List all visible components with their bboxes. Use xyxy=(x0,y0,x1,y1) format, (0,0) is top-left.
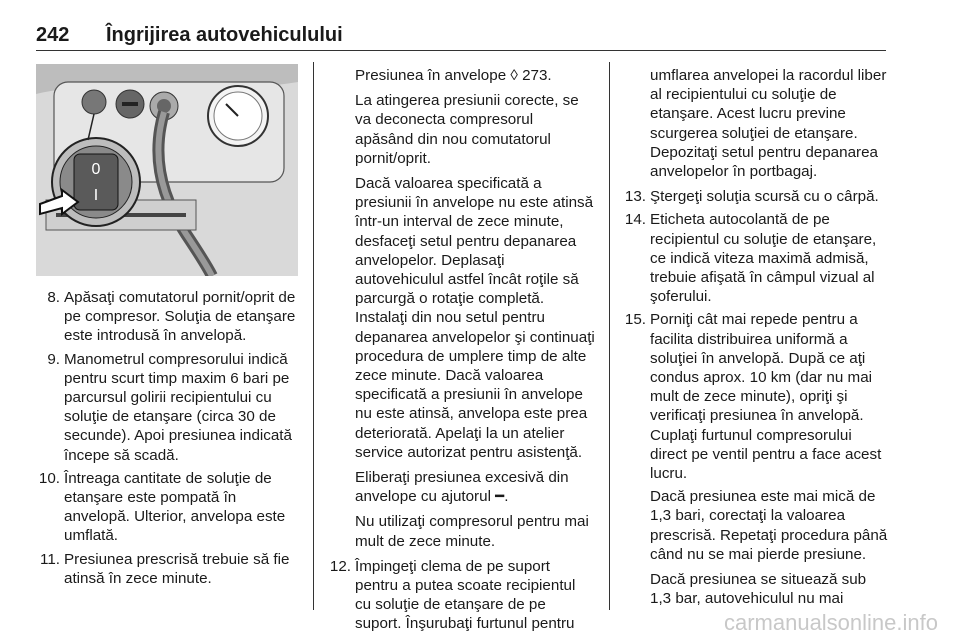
watermark: carmanualsonline.info xyxy=(723,610,938,635)
page-title: Îngrijirea autovehiculului xyxy=(106,24,343,46)
list-item xyxy=(36,288,300,346)
item-number: 12. xyxy=(329,557,351,575)
paragraph: Dacă presiunea se situează sub 1,3 bar, autovehiculul nu mai xyxy=(650,571,867,608)
list-item xyxy=(36,550,300,588)
item-text: Eticheta autocolantă de pe recipientul cu soluţie de etanşare, ce indică viteza maximă admisă, trebuie afişată în câmpul vizual al şoferului. xyxy=(650,211,877,306)
paragraph: La atingerea presiunii corecte, se va deconecta compresorul apăsând din nou comutatorul pornit/oprit. xyxy=(355,92,579,167)
item-text: Apăsaţi comutatorul pornit/oprit de pe compresor. Soluţia de etanşare este introdusă în anvelopă. xyxy=(64,289,296,345)
item-number: 15. xyxy=(624,311,646,329)
column-3 xyxy=(622,66,890,614)
paragraph: Dacă presiunea este mai mică de 1,3 bari, corectaţi la valoarea prescrisă. Repetaţi procedura până când nu se mai pierde presiune. xyxy=(650,488,888,563)
item-text: Ştergeţi soluţia scursă cu o cârpă. xyxy=(650,188,879,206)
item-number: 11. xyxy=(40,550,60,568)
paragraph: Dacă valoarea specificată a presiunii în anvelope nu este atinsă într-un interval de zece minute, desfaceţi setul pentru depanarea anvelopelor. Deplasaţi autovehiculul astfel încât roţile să parcurgă o rotaţie completă. Instalaţi din nou setul pentru depanarea anvelopelor şi continuaţi procedura de umplere timp de alte zece minute. Dacă valoarea specificată a presiunii în anvelope nu este atinsă, anvelopa este prea deteriorată. Apelaţi la un atelier service autorizat pentru asistenţă. xyxy=(355,175,595,461)
list-item xyxy=(327,557,595,634)
continued-text: umflarea anvelopei la racordul liber al recipientului cu soluţie de etanşare. Acest lucru previne scurgerea soluţiei de etanşare. Depozitaţi setul pentru depanarea anvelopelor în portbagaj. xyxy=(650,67,887,181)
list-item xyxy=(36,350,300,465)
header-rule xyxy=(36,50,886,51)
item-text: Manometrul compresorului indică pentru scurt timp maxim 6 bari pe parcursul golirii recipientului cu soluţie de etanşare (circa 30 de secunde). Apoi presiunea indicată începe să scadă. xyxy=(64,350,292,464)
item-number: 14. xyxy=(624,211,646,229)
list-item xyxy=(622,187,890,206)
switch-top-symbol: 0 xyxy=(91,161,101,178)
item-text: Întreaga cantitate de soluţie de etanşare este pompată în anvelopă. Ulterior, anvelopa este umflată. xyxy=(64,469,286,545)
list-item xyxy=(622,310,890,483)
item-number: 8. xyxy=(47,289,60,306)
compressor-illustration xyxy=(36,64,298,276)
item-number: 9. xyxy=(47,350,60,368)
item-text: Împingeţi clema de pe suport pentru a putea scoate recipientul cu soluţie de etanşare de pe suport. Înşurubaţi furtunul pentru xyxy=(355,557,576,633)
item-text: Presiunea prescrisă trebuie să fie atinsă în zece minute. xyxy=(64,550,290,587)
column-divider-1 xyxy=(313,62,314,610)
list-item xyxy=(36,469,300,546)
column-2 xyxy=(327,66,595,638)
item-number: 13. xyxy=(624,188,646,206)
column-divider-2 xyxy=(609,62,610,610)
page-header xyxy=(36,8,886,48)
page-number: 242 xyxy=(36,24,70,46)
item-number: 10. xyxy=(38,469,60,487)
paragraph: Eliberaţi presiunea excesivă din anvelope cu ajutorul ━. xyxy=(355,469,569,506)
tire-pressure-reference: Presiunea în anvelope ◊ 273. xyxy=(355,67,552,84)
list-item xyxy=(622,210,890,306)
paragraph: Nu utilizaţi compresorul pentru mai mult de zece minute. xyxy=(355,513,589,550)
switch-bottom-symbol: I xyxy=(93,187,99,204)
column-1 xyxy=(36,288,300,592)
item-text: Porniţi cât mai repede pentru a facilita distribuirea uniformă a soluţiei în anvelopă. După ce aţi condus aprox. 10 km (dar nu mai mult de zece minute), opriţi şi verificaţi presiunea în anvelopă. Cuplaţi furtunul compresorului direct pe ventil pentru a face acest lucru. xyxy=(650,311,882,483)
